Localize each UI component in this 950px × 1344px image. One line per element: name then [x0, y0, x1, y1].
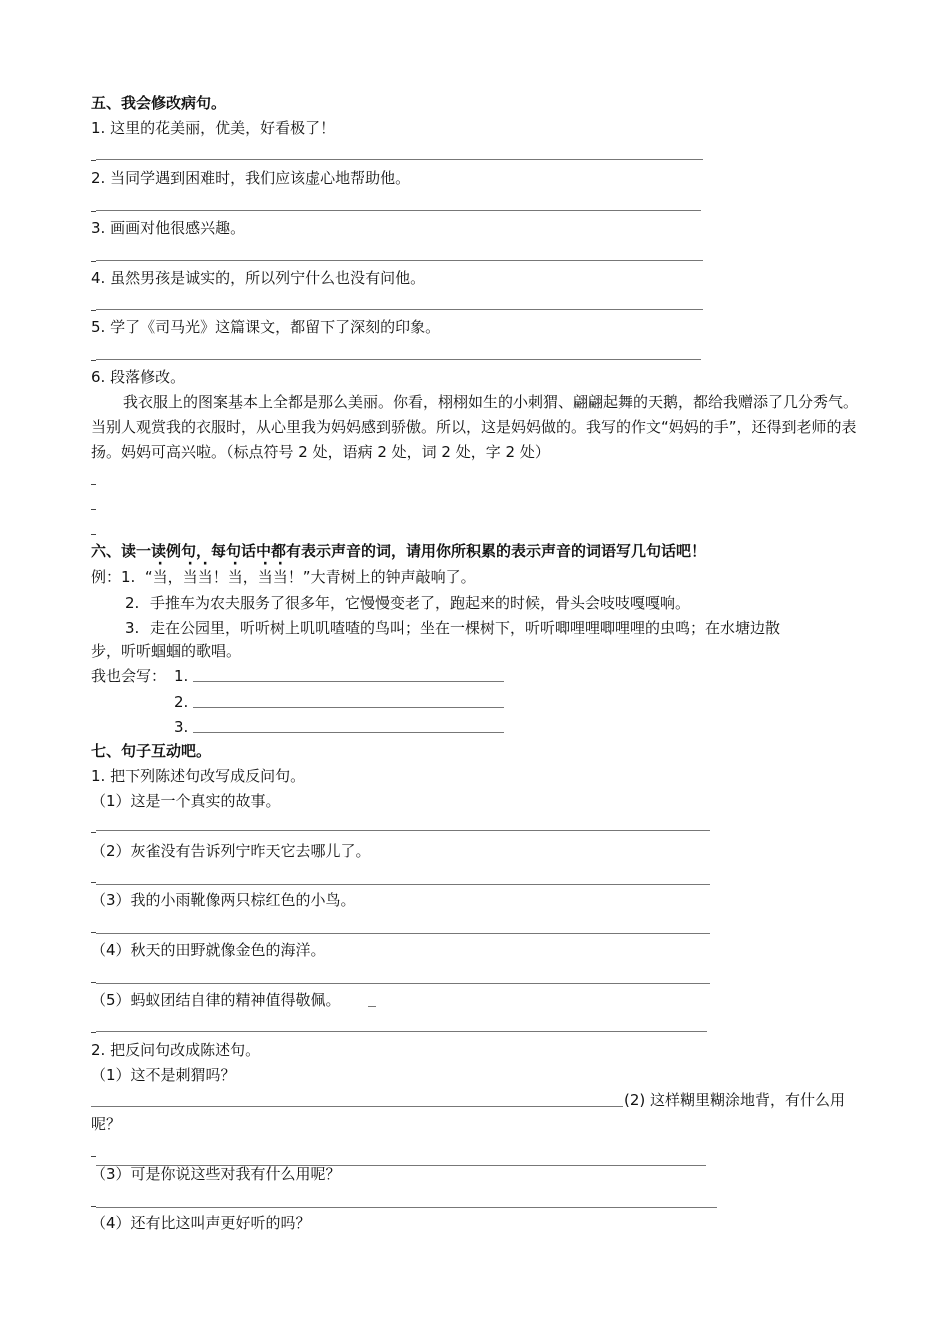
- part-1-instruction: 1. 把下列陈述句改写成反问句。: [91, 767, 306, 785]
- example-2-text: 手推车为农夫服务了很多年，它慢慢变老了，跑起来的时候，骨头会吱吱嘎嘎响。: [150, 594, 691, 612]
- answer-line[interactable]: [96, 933, 710, 934]
- question-5-3: 3. 画画对他很感兴趣。: [91, 219, 246, 237]
- punct: ，: [242, 568, 258, 586]
- question-7-1-3: （3）我的小雨靴像两只棕红色的小鸟。: [91, 891, 356, 909]
- example-1-rest: ”大青树上的钟声敲响了。: [302, 568, 476, 586]
- answer-dash[interactable]: [91, 509, 96, 510]
- question-5-1: 1. 这里的花美丽，优美，好看极了！: [91, 119, 336, 137]
- question-5-2: 2. 当同学遇到困难时，我们应该虚心地帮助他。: [91, 169, 411, 187]
- write-2-number: 2.: [174, 693, 189, 711]
- section-5-title: 五、我会修改病句。: [91, 94, 227, 112]
- write-3-number: 3.: [174, 718, 189, 736]
- inline-blank[interactable]: [368, 1006, 376, 1007]
- answer-line[interactable]: [96, 1207, 717, 1208]
- example-label: 例：1.: [91, 568, 136, 586]
- example-1: [91, 567, 476, 587]
- section-7-title: 七、句子互动吧。: [91, 742, 212, 760]
- write-label: 我也会写：: [91, 667, 167, 685]
- example-3-line-2: 步，听听蝈蝈的歌唱。: [91, 642, 242, 660]
- question-5-5: 5. 学了《司马光》这篇课文，都留下了深刻的印象。: [91, 318, 441, 336]
- answer-line[interactable]: [96, 210, 701, 211]
- answer-dash: [91, 160, 96, 161]
- answer-line[interactable]: [96, 309, 703, 310]
- sound-word: 当: [182, 568, 198, 586]
- answer-line[interactable]: [96, 983, 710, 984]
- paragraph-to-revise: 我衣服上的图案基本上全都是那么美丽。你看，栩栩如生的小刺猬、翩翩起舞的天鹅，都给我赠添了几分秀气。当别人观赏我的衣服时，从心里我为妈妈感到骄傲。所以，这是妈妈做的。我写的作文“妈妈的手”，还得到老师的表扬。妈妈可高兴啦。（标点符号 2 处，语病 2 处，词 2 处，字 2 处）: [91, 393, 859, 461]
- answer-line[interactable]: [96, 884, 710, 885]
- question-7-2-1: （1）这不是刺猬吗？: [91, 1066, 236, 1084]
- sound-word: 当: [197, 568, 213, 586]
- part-2-instruction: 2. 把反问句改成陈述句。: [91, 1041, 261, 1059]
- question-7-2-2-cont: 呢？: [91, 1115, 122, 1133]
- question-7-2-3: （3）可是你说这些对我有什么用呢？: [91, 1165, 341, 1183]
- example-3-number: 3.: [125, 619, 140, 637]
- answer-line[interactable]: [96, 260, 703, 261]
- answer-dash: [91, 310, 96, 311]
- sound-word: 当: [257, 568, 273, 586]
- section-6-title: 六、读一读例句，每句话中都有表示声音的词，请用你所积累的表示声音的词语写几句话吧！: [91, 542, 707, 560]
- answer-dash: [91, 211, 96, 212]
- write-line-3[interactable]: [193, 732, 504, 733]
- answer-line[interactable]: [91, 1106, 623, 1107]
- question-7-2-2: (2) 这样糊里糊涂地背，有什么用: [624, 1091, 846, 1109]
- question-7-1-1: （1）这是一个真实的故事。: [91, 792, 281, 810]
- question-7-1-2: （2）灰雀没有告诉列宁昨天它去哪儿了。: [91, 842, 371, 860]
- answer-dash[interactable]: [91, 484, 96, 485]
- answer-line[interactable]: [96, 359, 701, 360]
- punct: ！: [212, 568, 228, 586]
- answer-dash: [91, 261, 96, 262]
- punct: ，: [167, 568, 183, 586]
- answer-dash[interactable]: [91, 534, 96, 535]
- example-3-line-1: 走在公园里，听听树上叽叽喳喳的鸟叫；坐在一棵树下，听听唧哩哩唧哩哩的虫鸣；在水塘边散: [150, 619, 781, 637]
- question-7-2-4: （4）还有比这叫声更好听的吗？: [91, 1214, 311, 1232]
- answer-line[interactable]: [96, 830, 710, 831]
- write-line-2[interactable]: [193, 707, 504, 708]
- sound-word: 当: [272, 568, 288, 586]
- question-7-1-4: （4）秋天的田野就像金色的海洋。: [91, 941, 326, 959]
- question-7-1-5: （5）蚂蚁团结自律的精神值得敬佩。: [91, 991, 341, 1009]
- answer-dash: [91, 832, 96, 833]
- question-5-6: 6. 段落修改。: [91, 368, 186, 386]
- example-2-number: 2.: [125, 594, 140, 612]
- quote-open: “: [144, 568, 153, 586]
- write-1-number: 1.: [174, 667, 189, 685]
- answer-dash: [91, 360, 96, 361]
- answer-line[interactable]: [96, 159, 703, 160]
- question-5-4: 4. 虽然男孩是诚实的，所以列宁什么也没有问他。: [91, 269, 426, 287]
- answer-dash: [91, 1032, 96, 1033]
- answer-dash: [91, 1156, 96, 1157]
- answer-dash: [91, 882, 96, 883]
- sound-word: 当: [152, 568, 168, 586]
- sound-word: 当: [227, 568, 243, 586]
- punct: ！: [287, 568, 303, 586]
- write-line-1[interactable]: [193, 681, 504, 682]
- answer-line[interactable]: [96, 1031, 707, 1032]
